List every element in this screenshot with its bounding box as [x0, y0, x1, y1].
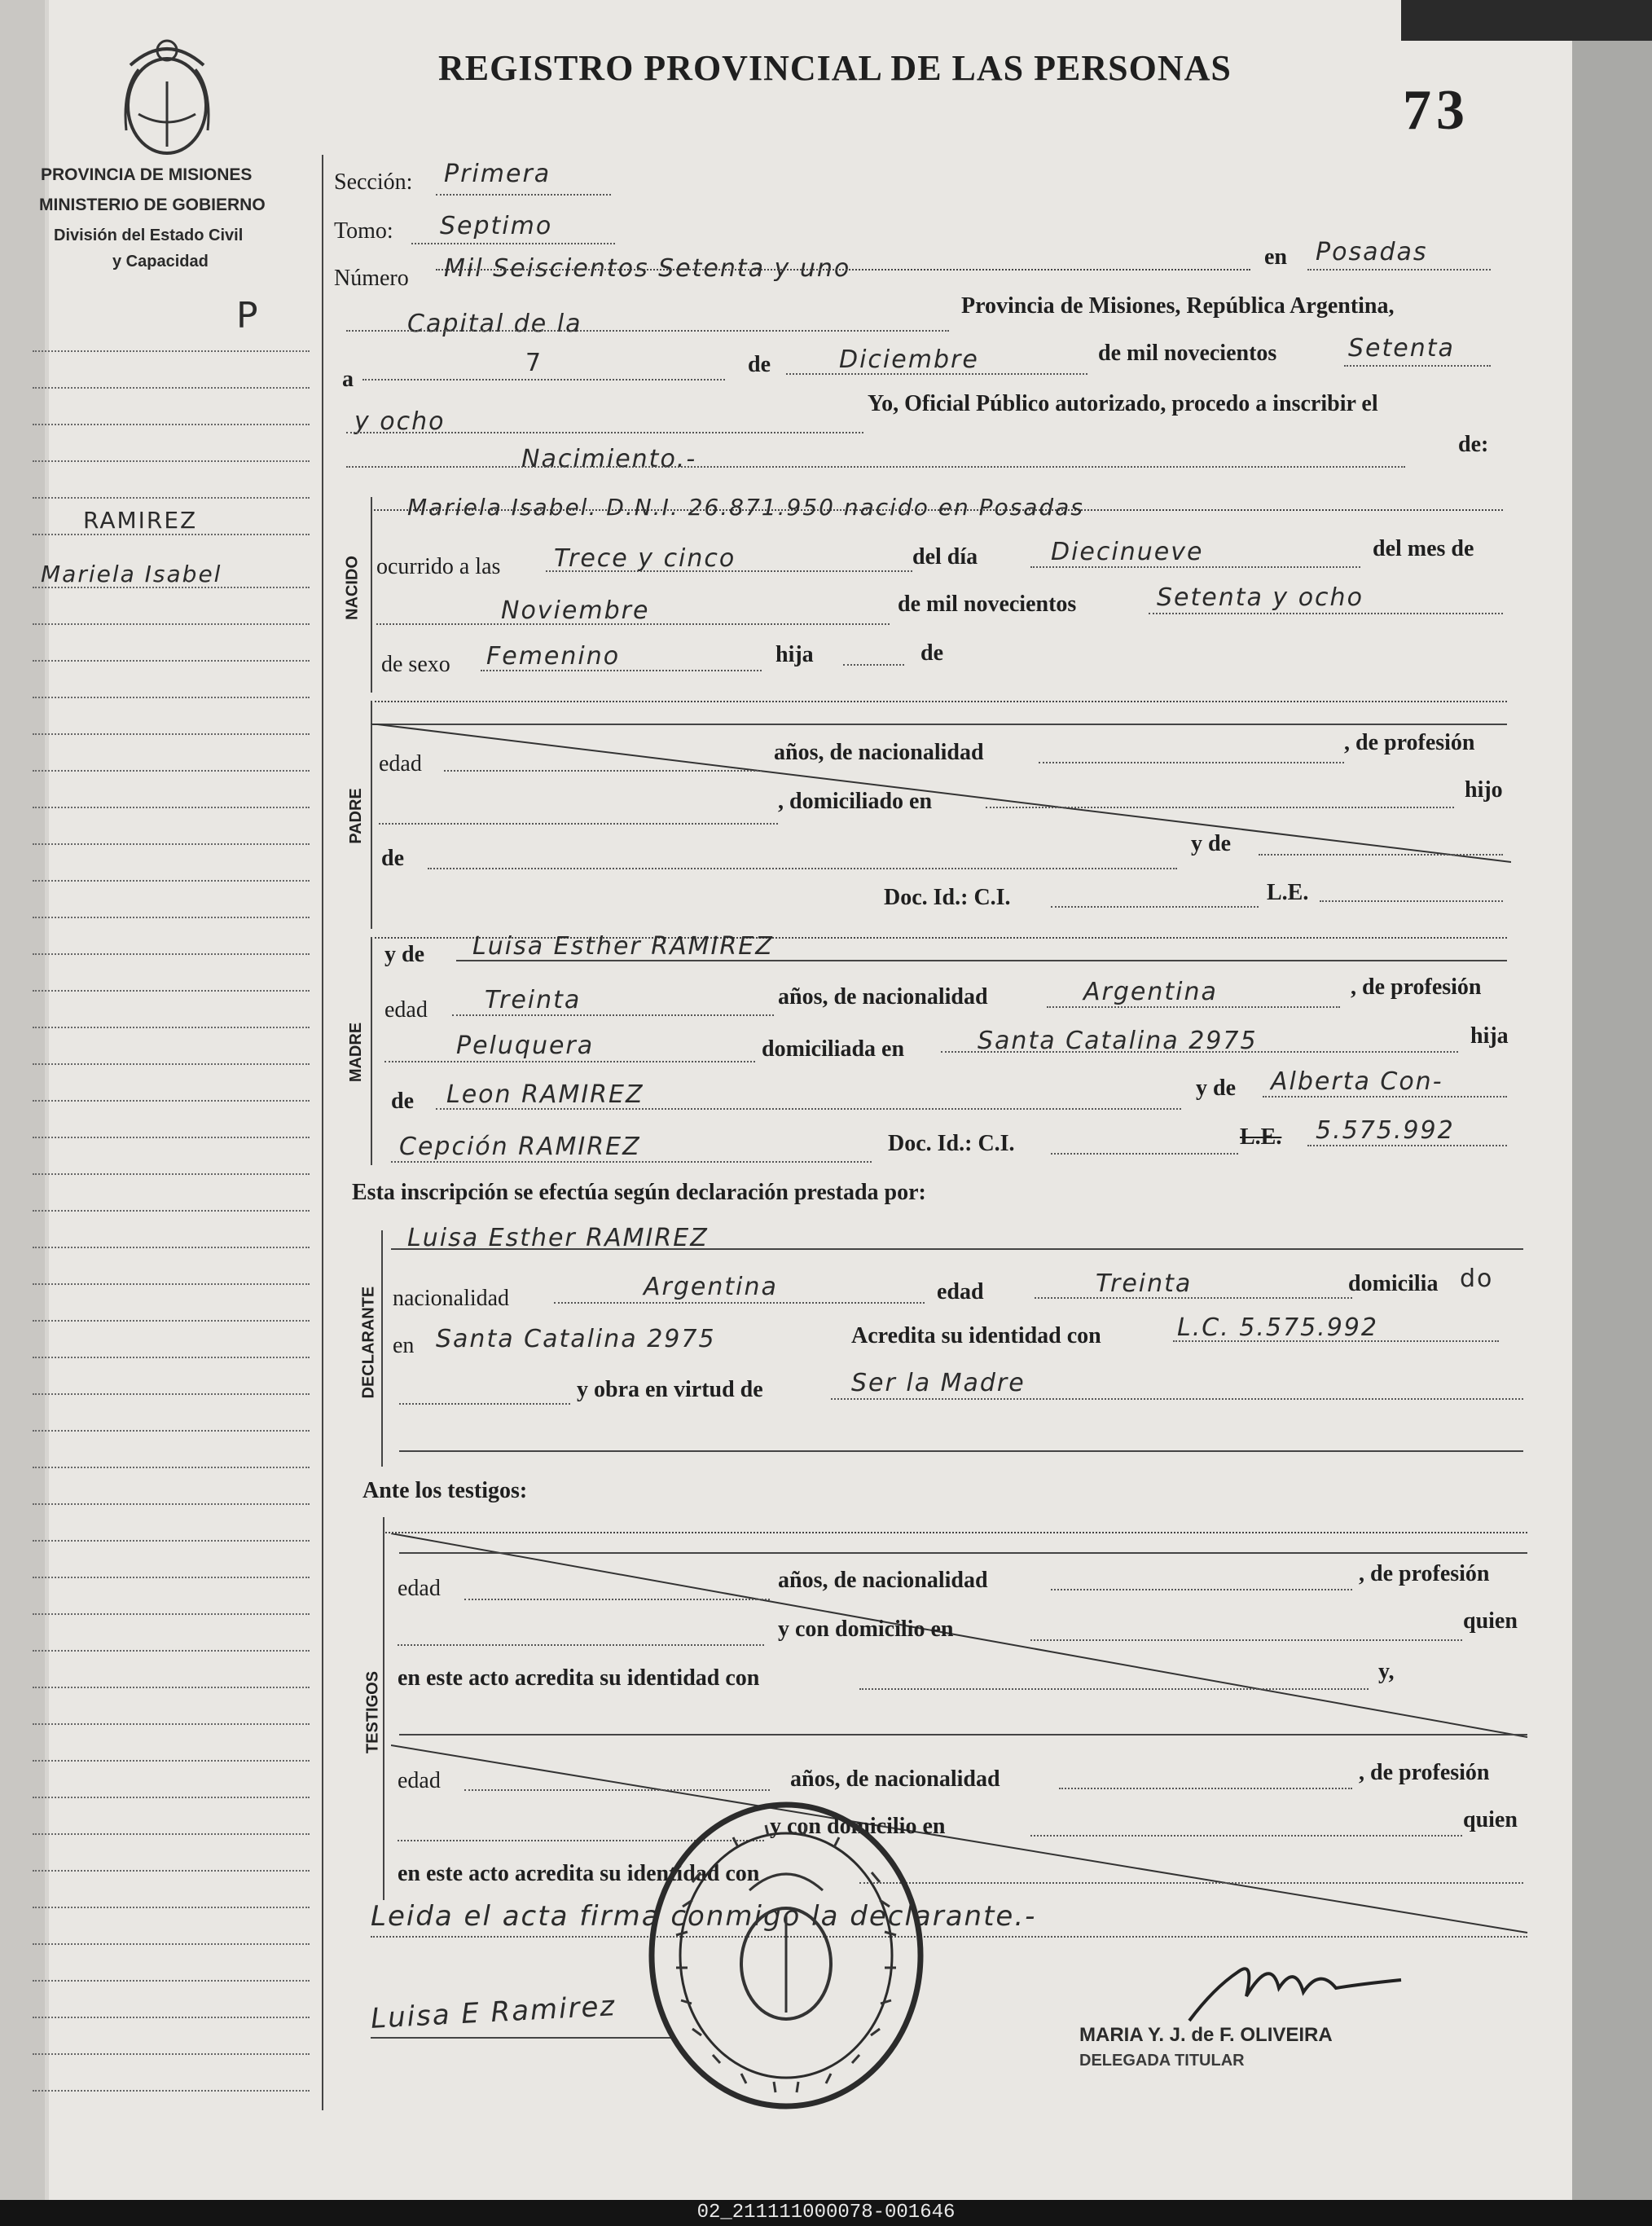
- declarante-obra-label: y obra en virtud de: [577, 1377, 763, 1402]
- page-title: REGISTRO PROVINCIAL DE LAS PERSONAS: [438, 48, 1232, 88]
- madre-anos-label: años, de nacionalidad: [778, 984, 988, 1010]
- padre-edad-label: edad: [379, 751, 422, 776]
- padre-profesion-label: , de profesión: [1344, 730, 1475, 755]
- madre-nac-value: Argentina: [1083, 978, 1218, 1006]
- testigo1-acto-label: en este acto acredita su identidad con: [398, 1665, 760, 1691]
- testigo2-domicilio-label: y con domicilio en: [770, 1814, 946, 1839]
- binder-clip: [1401, 0, 1652, 41]
- binder-edge: [1572, 0, 1652, 2200]
- org-province: PROVINCIA DE MISIONES: [41, 165, 253, 184]
- de-colon-label: de:: [1458, 432, 1489, 457]
- official-title: DELEGADA TITULAR: [1079, 2052, 1245, 2070]
- a-label: a: [342, 367, 354, 392]
- madre-nombre: Luisa Esther RAMIREZ: [472, 932, 774, 961]
- declarante-edad-value: Treinta: [1096, 1269, 1193, 1298]
- declarante-dom-suffix: do: [1460, 1265, 1494, 1293]
- mes-value: Diciembre: [839, 345, 979, 374]
- hija-label: hija: [775, 642, 814, 667]
- testigo2-quien-label: quien: [1463, 1807, 1518, 1832]
- madre-domiciliada-label: domiciliada en: [762, 1036, 905, 1062]
- org-capacity: y Capacidad: [112, 253, 209, 271]
- madre-padre-value: Leon RAMIREZ: [446, 1080, 644, 1109]
- page-number: 73: [1403, 79, 1470, 142]
- de-sexo-label: de sexo: [381, 652, 450, 677]
- official-signature-icon: [1181, 1939, 1409, 2029]
- esta-inscripcion-label: Esta inscripción se efectúa según declaración prestada por:: [352, 1180, 926, 1205]
- madre-edad-value: Treinta: [485, 986, 582, 1014]
- del-dia-label: del día: [912, 544, 978, 570]
- anio-nac-value: Setenta y ocho: [1157, 583, 1364, 612]
- nacido-nombre: Mariela Isabel. D.N.I. 26.871.950 nacido en Posadas: [407, 494, 1084, 521]
- en-label: en: [1264, 244, 1287, 270]
- numero-value: Mil Seiscientos Setenta y uno: [444, 254, 851, 283]
- testigo1-anos-label: años, de nacionalidad: [778, 1568, 988, 1593]
- dia-value: 7: [525, 349, 543, 377]
- padre-anos-label: años, de nacionalidad: [774, 740, 984, 765]
- testigo1-profesion-label: , de profesión: [1359, 1561, 1490, 1586]
- official-stamp-icon: [644, 1793, 929, 2118]
- padre-y-de-label: y de: [1191, 831, 1231, 856]
- declarante-edad-label: edad: [937, 1279, 984, 1304]
- de-mil-label: de mil novecientos: [1098, 341, 1277, 366]
- madre-doc-label: Doc. Id.: C.I.: [888, 1131, 1015, 1156]
- margin-mark: P: [236, 295, 260, 337]
- padre-le-label: L.E.: [1267, 880, 1309, 905]
- de2-label: de: [920, 640, 943, 666]
- org-division: División del Estado Civil: [54, 227, 244, 244]
- ante-testigos-label: Ante los testigos:: [362, 1478, 528, 1503]
- declarante-acredita-label: Acredita su identidad con: [851, 1323, 1101, 1348]
- declarante-nombre: Luisa Esther RAMIREZ: [407, 1224, 709, 1252]
- madre-edad-label: edad: [384, 997, 428, 1023]
- madre-madre-value: Alberta Con-: [1271, 1067, 1443, 1096]
- mes-nac-value: Noviembre: [501, 596, 650, 625]
- side-testigos: TESTIGOS: [363, 1670, 382, 1754]
- madre-y-de-label: y de: [384, 942, 424, 967]
- leida-text: Leida el acta firma conmigo la declarante.-: [371, 1900, 1037, 1933]
- margin-surname: RAMIREZ: [83, 507, 198, 534]
- padre-domiciliado-label: , domiciliado en: [778, 789, 933, 814]
- ocurrido-label: ocurrido a las: [376, 554, 501, 579]
- testigo1-y-label: y,: [1378, 1659, 1395, 1684]
- side-nacido: NACIDO: [343, 556, 362, 620]
- declarante-nac-value: Argentina: [644, 1273, 778, 1301]
- del-mes-label: del mes de: [1373, 536, 1474, 561]
- madre-profesion-label: , de profesión: [1351, 974, 1482, 1000]
- margin-given-names: Mariela Isabel: [41, 561, 222, 587]
- padre-hijo-label: hijo: [1465, 777, 1503, 803]
- declarante-doc-value: L.C. 5.575.992: [1177, 1313, 1378, 1342]
- tomo-label: Tomo:: [334, 218, 393, 244]
- side-madre: MADRE: [347, 1022, 365, 1083]
- tomo-value: Septimo: [440, 212, 553, 240]
- madre-le-value: 5.575.992: [1316, 1116, 1455, 1145]
- padre-doc-label: Doc. Id.: C.I.: [884, 885, 1011, 910]
- madre-y-de2-label: y de: [1196, 1076, 1236, 1101]
- sexo-value: Femenino: [486, 642, 621, 671]
- testigo2-anos-label: años, de nacionalidad: [790, 1766, 1000, 1792]
- anio2-value: y ocho: [354, 407, 446, 436]
- madre-prof-value: Peluquera: [456, 1032, 595, 1060]
- madre-hija-label: hija: [1470, 1023, 1509, 1049]
- side-padre: PADRE: [347, 788, 365, 844]
- declarante-obra-value: Ser la Madre: [851, 1369, 1026, 1397]
- madre-le-label: L.E.: [1240, 1124, 1282, 1150]
- coat-of-arms-icon: [114, 33, 220, 163]
- yo-oficial-label: Yo, Oficial Público autorizado, procedo a inscribir el: [868, 391, 1378, 416]
- declarante-dom-value: Santa Catalina 2975: [436, 1325, 716, 1353]
- madre-dom-value: Santa Catalina 2975: [978, 1027, 1258, 1055]
- numero-label: Número: [334, 266, 409, 291]
- side-declarante: DECLARANTE: [359, 1286, 378, 1399]
- testigo2-acto-label: en este acto acredita su identidad con: [398, 1861, 760, 1886]
- seccion-label: Sección:: [334, 169, 413, 195]
- declarante-nac-label: nacionalidad: [393, 1286, 510, 1311]
- provincia-label: Provincia de Misiones, República Argentina,: [961, 293, 1395, 319]
- image-footer: 02_211111000078-001646: [0, 2200, 1652, 2226]
- testigo2-edad-label: edad: [398, 1768, 441, 1793]
- madre-madre2-value: Cepción RAMIREZ: [399, 1133, 641, 1161]
- declarante-domicilia-label: domicilia: [1348, 1271, 1439, 1296]
- de-mil2-label: de mil novecientos: [898, 592, 1077, 617]
- testigo2-profesion-label: , de profesión: [1359, 1760, 1490, 1785]
- de-label: de: [748, 352, 771, 377]
- madre-de-label: de: [391, 1089, 414, 1114]
- official-name: MARIA Y. J. de F. OLIVEIRA: [1079, 2024, 1333, 2046]
- capital-value: Capital de la: [407, 310, 582, 338]
- testigo1-domicilio-label: y con domicilio en: [778, 1617, 954, 1642]
- anio-value: Setenta: [1348, 334, 1455, 363]
- declarante-en-label: en: [393, 1333, 415, 1358]
- org-ministry: MINISTERIO DE GOBIERNO: [39, 196, 266, 214]
- tipo-value: Nacimiento.-: [521, 445, 697, 473]
- padre-de-label: de: [381, 846, 404, 871]
- declarante-signature: Luisa E Ramirez: [370, 1990, 617, 2035]
- testigo1-edad-label: edad: [398, 1576, 441, 1601]
- testigo1-quien-label: quien: [1463, 1608, 1518, 1634]
- dia-nac-value: Diecinueve: [1051, 538, 1204, 566]
- en-value: Posadas: [1316, 238, 1428, 266]
- hora-value: Trece y cinco: [554, 544, 736, 573]
- seccion-value: Primera: [444, 160, 551, 188]
